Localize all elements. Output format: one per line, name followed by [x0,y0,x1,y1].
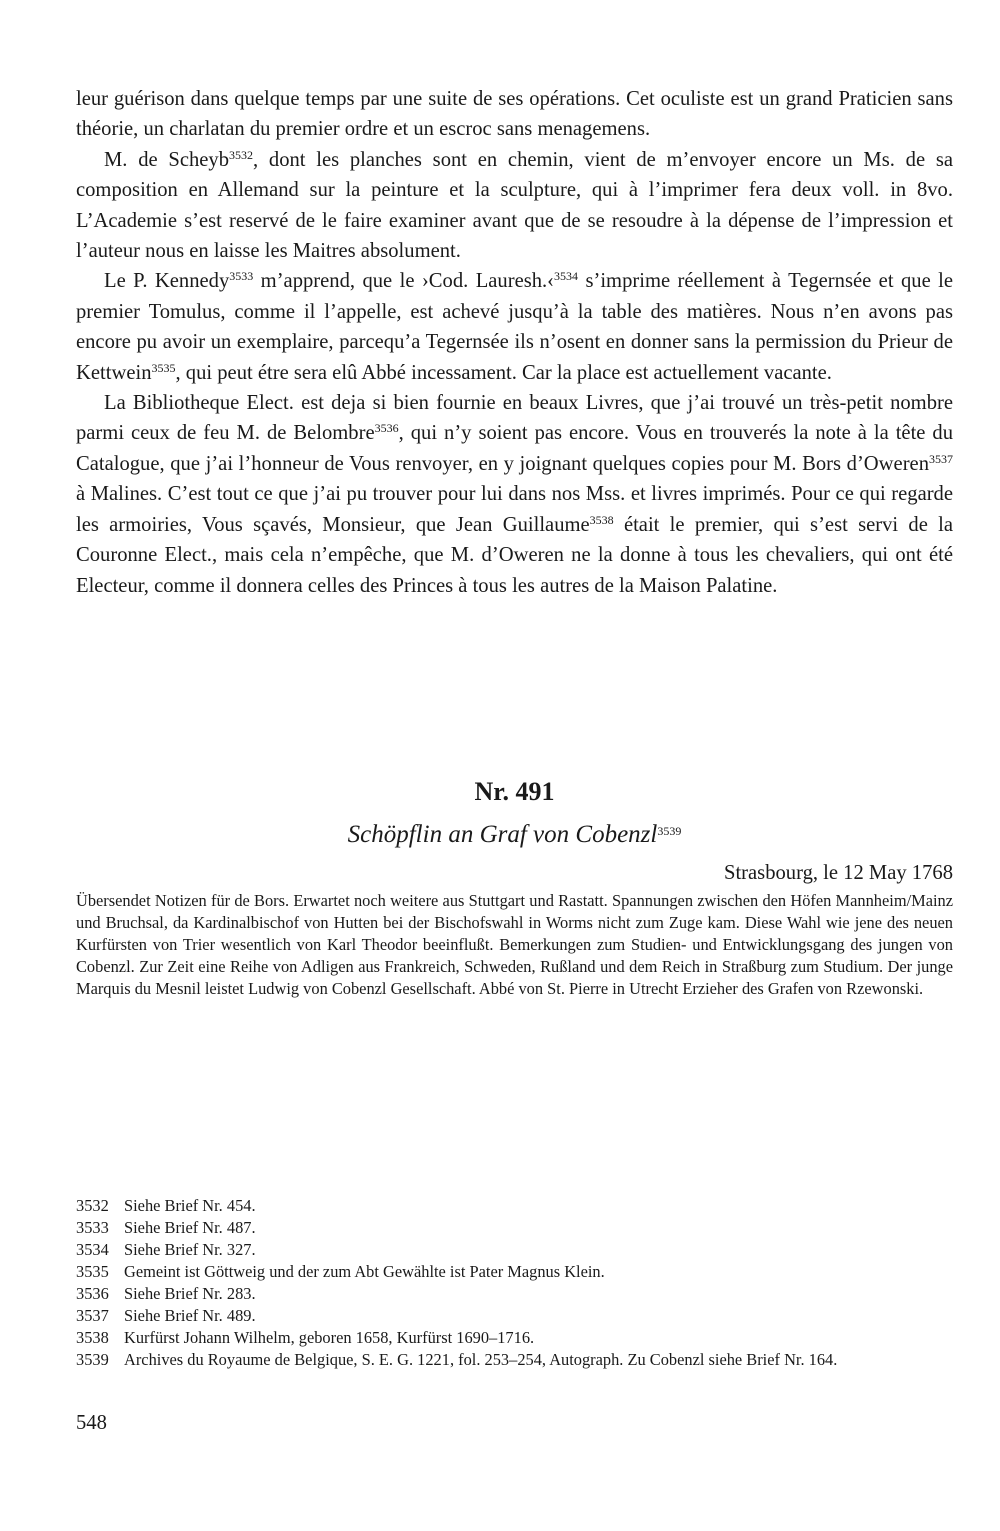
footnote-number: 3536 [76,1284,109,1303]
footnote-text: Siehe Brief Nr. 327. [124,1240,256,1259]
text-segment: Le P. Kennedy [104,270,230,293]
text-segment: était le premier, qui s’est servi de la Couronne Elect., mais cela n’empêche, que M. d’Oweren ne la donne à tous les chevaliers, qui ont été Electeur, comme il donnera celles des Princes à tous les autres de la Maison Palatine. [76,513,953,597]
footnote [76,1239,953,1261]
footnote-ref-3539[interactable]: 3539 [657,824,682,838]
paragraph-4 [76,388,953,601]
footnote-text: Kurfürst Johann Wilhelm, geboren 1658, Kurfürst 1690–1716. [124,1328,535,1347]
footnote-number: 3533 [76,1218,109,1237]
text-segment: , qui peut étre sera elû Abbé incessament. Car la place est actuellement vacante. [175,361,832,384]
footnote-number: 3535 [76,1262,109,1281]
footnote [76,1217,953,1239]
footnote-ref-3532[interactable]: 3532 [229,147,254,162]
footnote-text: Siehe Brief Nr. 489. [124,1306,256,1325]
footnote-text: Siehe Brief Nr. 283. [124,1284,256,1303]
footnote-ref-3538[interactable]: 3538 [589,512,614,527]
paragraph-3 [76,266,953,388]
footnote-text: Gemeint ist Göttweig und der zum Abt Gewählte ist Pater Magnus Klein. [124,1262,605,1281]
letter-summary: Übersendet Notizen für de Bors. Erwartet noch weitere aus Stuttgart und Rastatt. Spannungen zwischen den Höfen Mannheim/Mainz und Bruchsal, da Kardinalbischof von Hutten bei der Bischofswahl in Worms nicht zum Zuge kam. Diese Wahl wie jene des neuen Kurfürsten von Trier wesentlich von Karl Theodor beeinflußt. Bemerkungen zum Studien- und Entwicklungsgang des jungen von Cobenzl. Zur Zeit eine Reihe von Adligen aus Frankreich, Schweden, Rußland und dem Reich in Straßburg zum Studium. Der junge Marquis du Mesnil leistet Ludwig von Cobenzl Gesellschaft. Abbé von St. Pierre in Utrecht Erzieher des Grafen von Rzewonski. [76,891,953,998]
footnote [76,1195,953,1217]
paragraph-2 [76,145,953,267]
footnote-text: Siehe Brief Nr. 487. [124,1218,256,1237]
footnote [76,1305,953,1327]
footnote-number: 3534 [76,1240,109,1259]
page-number: 548 [76,1412,107,1434]
footnote-number: 3532 [76,1196,109,1215]
letter-number: Nr. 491 [474,777,555,806]
footnote-ref-3537[interactable]: 3537 [929,451,953,466]
footnote [76,1327,953,1349]
footnote-number: 3539 [76,1350,109,1369]
footnote-ref-3533[interactable]: 3533 [229,269,254,284]
footnote-text: Siehe Brief Nr. 454. [124,1196,256,1215]
footnote-ref-3535[interactable]: 3535 [151,360,176,375]
paragraph-1 [76,84,953,145]
letter-title [76,818,953,852]
footnote [76,1349,953,1371]
letter-place-date: Strasbourg, le 12 May 1768 [724,862,953,884]
letter-heading [76,774,953,888]
letter-title-text: Schöpflin an Graf von Cobenzl [347,821,658,848]
text-segment: , qui n’y soient pas encore. Vous en trouverés la note à la tête du Catalogue, que j’ai l’honneur de Vous renvoyer, en y joignant quelques copies pour M. Bors d’Oweren [76,422,954,475]
footnote-number: 3538 [76,1328,109,1347]
footnote-number: 3537 [76,1306,109,1325]
footnote [76,1283,953,1305]
footnotes-list [76,1195,953,1371]
footnote [76,1261,953,1283]
footnote-text: Archives du Royaume de Belgique, S. E. G. 1221, fol. 253–254, Autograph. Zu Cobenzl siehe Brief Nr. 164. [124,1350,838,1369]
text-segment: s’imprime réellement à Tegernsée et que le premier Tomulus, comme il l’appelle, est achevé jusqu’à la table des matières. Nous n’en avons pas encore pu avoir un exemplaire, parcequ’a Tegernsée ils n’osent en donner sans la permission du Prieur de Kettwein [76,270,953,384]
text-segment: m’apprend, que le ›Cod. Lauresh.‹ [253,270,555,293]
text-segment: leur guérison dans quelque temps par une suite de ses opérations. Cet oculiste est un grand Praticien sans théorie, un charlatan du premier ordre et un escroc sans menagemens. [76,88,953,141]
document-page [76,84,954,1434]
footnote-ref-3534[interactable]: 3534 [554,269,579,284]
text-segment: , dont les planches sont en chemin, vient de m’envoyer encore un Ms. de sa composition en Allemand sur la peinture et la sculpture, qui à l’imprimer fera deux voll. in 8vo. L’Academie s’est reservé de le faire examiner avant que de se resoudre à la dépense de l’impression et l’auteur nous en laisse les Maitres absolument. [76,148,953,263]
footnote-ref-3536[interactable]: 3536 [374,421,399,436]
body-text [76,84,953,601]
text-segment: M. de Scheyb [104,148,230,171]
text-segment: La Bibliotheque Elect. est deja si bien fournie en beaux Livres, que j’ai trouvé un très-petit nombre parmi ceux de feu M. de Belombre [76,392,953,445]
text-segment: à Malines. C’est tout ce que j’ai pu trouver pour lui dans nos Mss. et livres imprimés. Pour ce qui regarde les armoiries, Vous sçavés, Monsieur, que Jean Guillaume [76,483,953,536]
